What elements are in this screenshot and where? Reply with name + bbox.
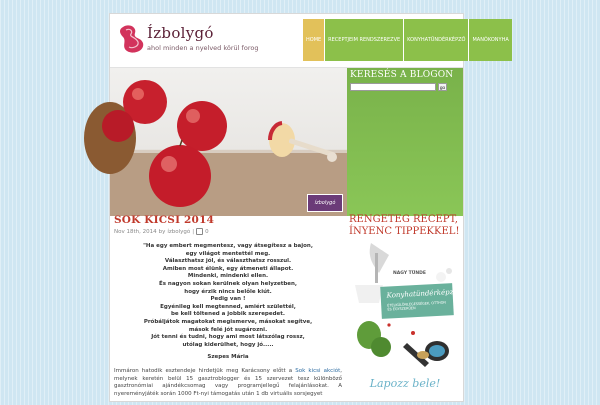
post-date: Nov 18th, 2014	[114, 228, 157, 235]
page-container	[109, 13, 509, 402]
site-tagline: ahol minden a nyelved körül forog	[147, 44, 259, 52]
quote-line: És nagyon sokan kerülnek olyan helyzetben,	[158, 280, 298, 287]
post-body-link[interactable]: Sok kicsi akciót	[295, 368, 341, 375]
nav-item-home[interactable]: HOME	[303, 19, 324, 61]
nav-item-kitchen-fairy[interactable]: KONYHATÜNDÉRKÉPZŐ	[403, 19, 468, 61]
post-by: by	[158, 228, 166, 235]
quote-author: Szepes Mária	[207, 354, 249, 361]
post-comment-count[interactable]: 0	[205, 228, 209, 235]
post-body	[114, 368, 342, 398]
blog-post	[114, 214, 342, 398]
promo-badge	[380, 283, 458, 319]
quote-line: "Ha egy embert megmentesz, vagy átsegítesz a bajon,	[143, 243, 313, 249]
main-nav	[303, 19, 512, 61]
promo-badge-title: Konyhatündérképző	[386, 287, 458, 300]
nav-item-kids-kitchen[interactable]: MANÓKONYHA	[468, 19, 511, 61]
search-button[interactable]: go	[439, 85, 445, 90]
post-quote	[114, 243, 342, 349]
promo-cta[interactable]: Lapozz bele!	[369, 377, 441, 390]
site-header	[110, 14, 509, 68]
quote-line: Jót tenni és tudni, hogy ami most látszólag rossz,	[151, 334, 305, 341]
site-title[interactable]: Ízbolygó	[147, 24, 214, 42]
search-title: KERESÉS A BLOGON	[350, 70, 454, 80]
promo-badge-subtitle: ÉTELKÜLÖNLEGESSÉGEK, OTTHON ÉS EGYSZERŰEN	[387, 300, 446, 312]
hero-watermark: ízbolygó	[307, 194, 343, 212]
book-promo-banner[interactable]	[349, 243, 461, 401]
search-input[interactable]	[350, 83, 436, 91]
quote-line: Mindenki, mindenki ellen.	[187, 273, 269, 280]
quote-line: Választhatsz jól, és választhatsz rosszul.	[164, 258, 292, 265]
quote-line: be kell töltened a jobbik szerepedet.	[171, 311, 285, 318]
quote-line: Amiben most élünk, egy átmeneti állapot.	[162, 265, 294, 272]
quote-line: Próbáljátok magatokat megismerve, másokat segítve,	[143, 318, 313, 325]
hero-image	[110, 68, 347, 216]
comment-icon[interactable]	[196, 228, 203, 235]
quote-line: mások felé jót sugározni.	[188, 326, 268, 333]
quote-line: Egyénileg kell megtenned, amiért születtél,	[160, 303, 296, 310]
sidebar-promo-title: RENGETEG RECEPT, ÍNYENC TIPPEKKEL!	[349, 214, 460, 237]
quote-line: Pedig van !	[210, 296, 246, 303]
post-body-text: Immáron hatodik esztendeje hirdetjük meg Karácsony előtt a	[114, 368, 296, 375]
post-title[interactable]: SOK KICSI 2014	[114, 214, 215, 226]
logo-icon[interactable]	[117, 23, 147, 55]
post-separator: |	[192, 228, 195, 235]
quote-line: utólag kiderülhet, hogy jó.....	[182, 341, 274, 348]
quote-line: hogy érzik nincs belőle kiút.	[184, 288, 272, 295]
post-author[interactable]: ízbolygó	[167, 228, 191, 235]
search-widget	[347, 68, 463, 216]
post-meta	[114, 228, 342, 235]
quote-line: egy világot mentettél meg.	[185, 250, 271, 257]
nav-item-recipes[interactable]: RECEPTJEIM RENDSZEREZVE	[324, 19, 403, 61]
promo-author: NAGY TÜNDE	[393, 271, 426, 276]
post-body-text-continued: , melynek keretén belül 15 gasztroblogger és 15 szervezet tesz különböző gasztronómiai ajándékcsomag vagy programjellegű felajánlásokat. A nyereményjáték során 1000 Ft-nyi támogatás után 1 db virtuális sorsjegyet	[114, 368, 342, 397]
